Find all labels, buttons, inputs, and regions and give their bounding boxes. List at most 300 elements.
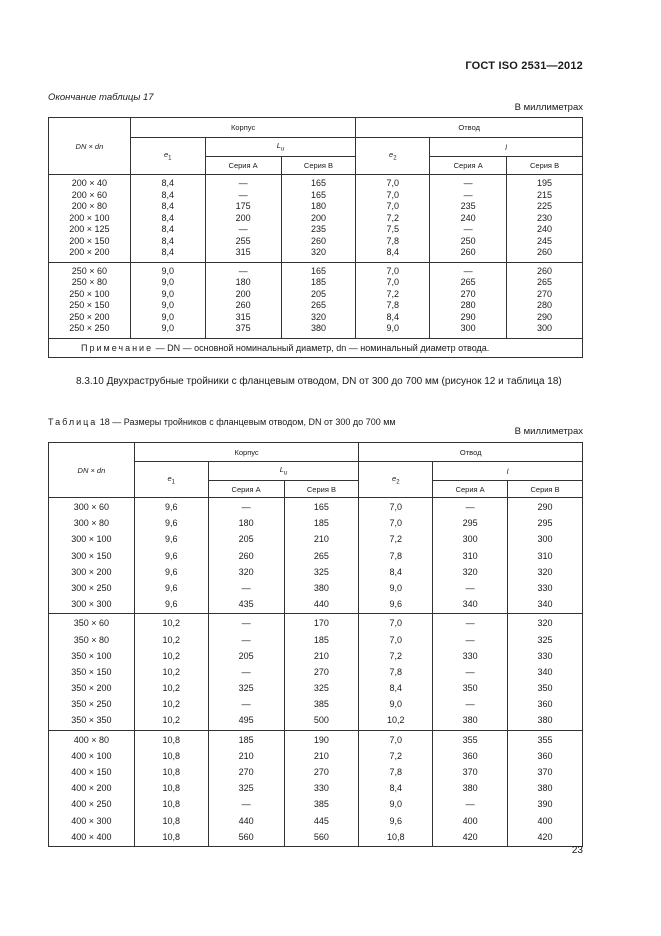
cell-value: 320	[537, 618, 553, 629]
cell-value: —	[241, 799, 251, 810]
cell-value: 370	[462, 767, 478, 777]
cell-dn	[49, 175, 131, 263]
header-e1: $e_1$	[134, 462, 208, 498]
cell-value: 9,6	[164, 518, 178, 529]
header-l: l	[433, 462, 583, 481]
cell-value: —	[465, 582, 475, 593]
cell-value: 8,4	[161, 224, 174, 234]
cell-value: —	[238, 265, 248, 276]
cell-value: 9,0	[386, 323, 400, 333]
cell-lu-b	[281, 175, 356, 263]
cell-value: 8,4	[386, 247, 400, 257]
cell-value: 310	[537, 550, 553, 561]
cell-value: 7,0	[386, 277, 400, 287]
cell-value: 500	[313, 715, 329, 726]
cell-value: 10,8	[162, 734, 180, 745]
cell-value: 400 × 150	[71, 767, 112, 777]
cell-dn	[49, 262, 131, 338]
cell-value: 380	[537, 715, 553, 726]
cell-value: 400 × 80	[73, 734, 110, 745]
cell-value: 250 × 250	[69, 323, 110, 333]
cell-lu-a	[208, 498, 284, 614]
cell-value: 355	[462, 734, 478, 745]
header-branch: Отвод	[359, 443, 583, 462]
cell-value: 320	[310, 311, 326, 322]
cell-value: 9,6	[164, 502, 178, 512]
cell-value: 10,8	[387, 831, 405, 842]
cell-value: 195	[537, 178, 553, 188]
cell-value: 400	[537, 815, 553, 826]
table-row-group	[49, 175, 583, 263]
cell-value: 180	[235, 277, 251, 287]
cell-value: 9,6	[389, 599, 403, 610]
cell-value: 265	[313, 550, 329, 561]
cell-value: 9,6	[164, 534, 178, 545]
cell-value: 270	[238, 767, 254, 777]
cell-value: 7,2	[386, 288, 400, 299]
header-series-b: Серия В	[284, 481, 359, 498]
cell-value: 280	[460, 300, 476, 310]
cell-l-b	[507, 262, 583, 338]
cell-e1	[134, 614, 208, 730]
section-paragraph: 8.3.10 Двухраструбные тройники с фланцевым отводом, DN от 300 до 700 мм (рисунок 12 и таблица 18)	[76, 376, 562, 387]
cell-value: 290	[460, 311, 476, 322]
cell-l-b	[508, 498, 583, 614]
cell-value: 200	[235, 212, 251, 223]
cell-value: 560	[238, 831, 254, 842]
cell-value: 10,2	[162, 618, 180, 629]
cell-value: 400 × 400	[71, 831, 112, 842]
cell-value: —	[463, 178, 473, 188]
cell-value: 280	[537, 300, 553, 310]
table-17	[48, 117, 583, 358]
cell-value: 205	[238, 650, 254, 661]
cell-value: 300 × 250	[71, 582, 112, 593]
cell-value: 250 × 150	[69, 300, 110, 310]
cell-value: 255	[235, 235, 251, 246]
cell-value: 260	[238, 550, 254, 561]
cell-value: 7,8	[386, 235, 400, 246]
cell-dn	[49, 614, 135, 730]
cell-value: 9,0	[161, 311, 174, 322]
cell-l-a	[433, 498, 508, 614]
cell-value: 165	[310, 265, 326, 276]
cell-value: 290	[537, 502, 553, 512]
header-series-b: Серия В	[507, 157, 583, 175]
cell-value: 300 × 100	[71, 534, 112, 545]
cell-value: 300 × 300	[71, 599, 112, 610]
cell-value: 210	[313, 534, 329, 545]
page-number: 23	[571, 845, 583, 856]
cell-value: 235	[460, 201, 476, 211]
cell-e2	[359, 730, 433, 846]
cell-value: 7,8	[389, 550, 403, 561]
cell-value: 350 × 60	[73, 618, 110, 629]
cell-value: 240	[537, 224, 553, 234]
cell-value: 200 × 60	[71, 189, 108, 200]
cell-value: 210	[238, 750, 254, 761]
cell-value: 400 × 200	[71, 783, 112, 794]
cell-value: 7,0	[389, 502, 403, 512]
cell-value: 260	[310, 235, 326, 246]
cell-value: —	[238, 189, 248, 200]
cell-l-b	[508, 614, 583, 730]
units-label: В миллиметрах	[514, 102, 583, 113]
cell-value: 7,0	[389, 634, 403, 645]
cell-value: 355	[537, 734, 553, 745]
cell-value: 180	[238, 518, 254, 529]
cell-value: 7,0	[389, 734, 403, 745]
cell-value: 360	[537, 750, 553, 761]
cell-value: 350 × 250	[71, 699, 112, 710]
cell-value: 7,0	[389, 618, 403, 629]
cell-value: 205	[238, 534, 254, 545]
cell-value: 9,6	[164, 599, 178, 610]
cell-value: 205	[310, 288, 326, 299]
cell-value: 350 × 80	[73, 634, 110, 645]
cell-value: 265	[460, 277, 476, 287]
cell-value: 330	[462, 650, 478, 661]
cell-value: 240	[460, 212, 476, 223]
cell-value: 390	[537, 799, 553, 810]
cell-value: 7,2	[386, 212, 400, 223]
cell-value: —	[241, 582, 251, 593]
header-dn: DN × dn	[49, 118, 131, 175]
header-e1: $e_1$	[130, 138, 205, 175]
cell-value: 7,2	[389, 534, 403, 545]
header-series-a: Серия А	[433, 481, 508, 498]
cell-value: 9,0	[389, 582, 403, 593]
cell-value: 440	[313, 599, 329, 610]
cell-lu-a	[205, 175, 281, 263]
cell-value: 185	[313, 634, 329, 645]
cell-value: 270	[313, 666, 329, 677]
cell-value: 350 × 150	[71, 666, 112, 677]
cell-value: 300 × 150	[71, 550, 112, 561]
cell-value: 7,8	[386, 300, 400, 310]
cell-value: 225	[537, 201, 553, 211]
cell-value: 300	[462, 534, 478, 545]
cell-e2	[356, 175, 430, 263]
cell-value: 8,4	[389, 566, 403, 577]
cell-value: 10,8	[162, 815, 180, 826]
cell-value: 350 × 350	[71, 715, 112, 726]
cell-value: 445	[313, 815, 329, 826]
cell-value: —	[465, 666, 475, 677]
cell-dn	[49, 730, 135, 846]
cell-value: 8,4	[161, 189, 174, 200]
cell-value: 495	[238, 715, 254, 726]
header-lu: $L_u$	[205, 138, 356, 157]
cell-value: —	[463, 189, 473, 200]
cell-value: 340	[537, 599, 553, 610]
cell-value: 245	[537, 235, 553, 246]
cell-value: 270	[537, 288, 553, 299]
header-branch: Отвод	[356, 118, 583, 138]
cell-value: 9,0	[161, 323, 174, 333]
cell-value: 9,0	[161, 300, 174, 310]
cell-value: 380	[310, 323, 326, 333]
cell-e1	[134, 498, 208, 614]
cell-value: 325	[238, 683, 254, 694]
cell-value: —	[465, 634, 475, 645]
cell-value: 380	[313, 582, 329, 593]
cell-value: 7,0	[386, 201, 400, 211]
cell-value: —	[463, 265, 473, 276]
cell-value: 400 × 250	[71, 799, 112, 810]
cell-value: 9,6	[389, 815, 403, 826]
cell-value: 260	[537, 265, 553, 276]
cell-e1	[134, 730, 208, 846]
cell-value: 340	[462, 599, 478, 610]
cell-value: 330	[537, 650, 553, 661]
cell-value: 9,6	[164, 582, 178, 593]
cell-value: 180	[310, 201, 326, 211]
cell-value: 10,2	[162, 666, 180, 677]
cell-value: —	[241, 666, 251, 677]
cell-lu-a	[208, 730, 284, 846]
cell-value: 8,4	[161, 247, 174, 257]
cell-value: 300 × 200	[71, 566, 112, 577]
cell-value: 10,2	[162, 683, 180, 694]
cell-value: 360	[537, 699, 553, 710]
cell-value: 330	[313, 783, 329, 794]
cell-value: 9,6	[164, 566, 178, 577]
cell-value: 185	[238, 734, 254, 745]
cell-value: 7,2	[389, 750, 403, 761]
header-series-a: Серия А	[205, 157, 281, 175]
cell-value: 300 × 60	[73, 502, 110, 512]
cell-value: 10,2	[162, 650, 180, 661]
units-label: В миллиметрах	[514, 426, 583, 437]
cell-value: 270	[460, 288, 476, 299]
cell-value: 10,8	[162, 750, 180, 761]
cell-value: 265	[537, 277, 553, 287]
cell-value: 165	[310, 189, 326, 200]
cell-value: 10,2	[162, 634, 180, 645]
cell-value: 200 × 200	[69, 247, 110, 257]
cell-value: 200 × 150	[69, 235, 110, 246]
cell-value: 10,8	[162, 783, 180, 794]
cell-value: 250 × 200	[69, 311, 110, 322]
header-lu: $L_u$	[208, 462, 359, 481]
cell-lu-b	[284, 730, 359, 846]
cell-value: 320	[238, 566, 254, 577]
cell-value: —	[465, 799, 475, 810]
cell-value: 380	[462, 715, 478, 726]
cell-value: 375	[235, 323, 251, 333]
cell-value: 210	[313, 650, 329, 661]
cell-l-a	[433, 730, 508, 846]
cell-lu-b	[284, 498, 359, 614]
header-series-b: Серия В	[281, 157, 356, 175]
cell-value: 350	[462, 683, 478, 694]
cell-value: 290	[537, 311, 553, 322]
cell-value: 7,0	[386, 265, 400, 276]
header-series-a: Серия А	[208, 481, 284, 498]
cell-value: 10,8	[162, 799, 180, 810]
cell-value: 380	[537, 783, 553, 794]
cell-value: 420	[462, 831, 478, 842]
table-continuation-label: Окончание таблицы 17	[48, 92, 154, 103]
cell-value: 340	[537, 666, 553, 677]
table-row-group	[49, 262, 583, 338]
cell-value: 300	[537, 534, 553, 545]
cell-value: 260	[235, 300, 251, 310]
cell-value: 200	[310, 212, 326, 223]
cell-value: 400	[462, 815, 478, 826]
cell-value: 300 × 80	[73, 518, 110, 529]
cell-value: 8,4	[161, 212, 174, 223]
cell-value: —	[241, 634, 251, 645]
cell-value: 9,6	[164, 550, 178, 561]
cell-value: 9,0	[161, 277, 174, 287]
cell-value: 7,8	[389, 767, 403, 777]
cell-value: —	[465, 618, 475, 629]
cell-value: 330	[537, 582, 553, 593]
cell-value: —	[465, 502, 475, 512]
cell-value: 10,2	[387, 715, 405, 726]
cell-value: 400 × 100	[71, 750, 112, 761]
cell-value: 190	[313, 734, 329, 745]
cell-value: 9,0	[389, 799, 403, 810]
cell-value: 250 × 80	[71, 277, 108, 287]
cell-value: 380	[462, 783, 478, 794]
cell-value: 370	[537, 767, 553, 777]
cell-value: 295	[537, 518, 553, 529]
cell-value: 260	[537, 247, 553, 257]
cell-value: —	[465, 699, 475, 710]
cell-value: 320	[310, 247, 326, 257]
cell-value: 310	[462, 550, 478, 561]
header-dn: DN × dn	[49, 443, 135, 498]
table-row-group	[49, 614, 583, 730]
header-body: Корпус	[130, 118, 356, 138]
cell-e1	[130, 175, 205, 263]
cell-value: 10,2	[162, 699, 180, 710]
table-row-group	[49, 730, 583, 846]
cell-value: 325	[313, 566, 329, 577]
cell-value: 165	[310, 178, 326, 188]
cell-value: 7,2	[389, 650, 403, 661]
cell-value: 10,2	[162, 715, 180, 726]
header-e2: $e_2$	[359, 462, 433, 498]
cell-l-a	[430, 175, 507, 263]
header-series-a: Серия А	[430, 157, 507, 175]
cell-value: 215	[537, 189, 553, 200]
cell-value: 315	[235, 247, 251, 257]
cell-e2	[359, 498, 433, 614]
cell-value: —	[238, 178, 248, 188]
cell-value: 210	[313, 750, 329, 761]
cell-value: 325	[537, 634, 553, 645]
cell-value: 265	[310, 300, 326, 310]
cell-value: 7,0	[386, 189, 400, 200]
cell-value: 8,4	[161, 178, 174, 188]
table-caption: Таблица 18 — Размеры тройников с фланцевым отводом, DN от 300 до 700 мм	[48, 417, 396, 427]
cell-value: 320	[537, 566, 553, 577]
header-e2: $e_2$	[356, 138, 430, 175]
cell-value: 250 × 60	[71, 265, 108, 276]
cell-e2	[359, 614, 433, 730]
cell-value: 7,0	[389, 518, 403, 529]
cell-value: 435	[238, 599, 254, 610]
cell-value: 325	[238, 783, 254, 794]
table-note: Примечание — DN — основной номинальный диаметр, dn — номинальный диаметр отвода.	[49, 338, 583, 357]
cell-value: 9,0	[161, 288, 174, 299]
header-l: l	[430, 138, 583, 157]
table-18	[48, 442, 583, 847]
cell-lu-b	[281, 262, 356, 338]
cell-value: 9,0	[161, 265, 174, 276]
cell-value: 315	[235, 311, 251, 322]
cell-value: —	[241, 502, 251, 512]
cell-dn	[49, 498, 135, 614]
cell-l-b	[507, 175, 583, 263]
document-code: ГОСТ ISO 2531—2012	[465, 60, 583, 72]
cell-value: 7,8	[389, 666, 403, 677]
cell-value: 250 × 100	[69, 288, 110, 299]
cell-value: 175	[235, 201, 251, 211]
cell-value: 10,8	[162, 831, 180, 842]
cell-value: 320	[462, 566, 478, 577]
cell-value: 200 × 80	[71, 201, 108, 211]
cell-value: 230	[537, 212, 553, 223]
cell-value: 325	[313, 683, 329, 694]
cell-l-b	[508, 730, 583, 846]
cell-value: 235	[310, 224, 326, 234]
cell-value: 420	[537, 831, 553, 842]
cell-value: 200 × 125	[69, 224, 110, 234]
cell-e2	[356, 262, 430, 338]
cell-value: 8,4	[161, 201, 174, 211]
cell-value: 7,0	[386, 178, 400, 188]
cell-value: 185	[313, 518, 329, 529]
cell-value: 560	[313, 831, 329, 842]
cell-value: 300	[460, 323, 476, 333]
cell-lu-a	[205, 262, 281, 338]
cell-value: 8,4	[161, 235, 174, 246]
cell-l-a	[433, 614, 508, 730]
cell-value: 400 × 300	[71, 815, 112, 826]
cell-value: 170	[313, 618, 329, 629]
cell-value: 8,4	[386, 311, 400, 322]
cell-value: 300	[537, 323, 553, 333]
header-series-b: Серия В	[508, 481, 583, 498]
cell-value: 350 × 100	[71, 650, 112, 661]
cell-value: 200 × 100	[69, 212, 110, 223]
cell-value: —	[241, 618, 251, 629]
cell-value: —	[463, 224, 473, 234]
cell-value: 9,0	[389, 699, 403, 710]
cell-lu-b	[284, 614, 359, 730]
cell-l-a	[430, 262, 507, 338]
cell-value: —	[241, 699, 251, 710]
header-body: Корпус	[134, 443, 359, 462]
cell-value: 350	[537, 683, 553, 694]
cell-value: 165	[313, 502, 329, 512]
cell-value: 360	[462, 750, 478, 761]
cell-value: 350 × 200	[71, 683, 112, 694]
cell-value: 295	[462, 518, 478, 529]
cell-value: 270	[313, 767, 329, 777]
cell-value: 185	[310, 277, 326, 287]
cell-value: 260	[460, 247, 476, 257]
cell-value: 250	[460, 235, 476, 246]
cell-value: 10,8	[162, 767, 180, 777]
cell-value: 385	[313, 699, 329, 710]
cell-value: —	[238, 224, 248, 234]
